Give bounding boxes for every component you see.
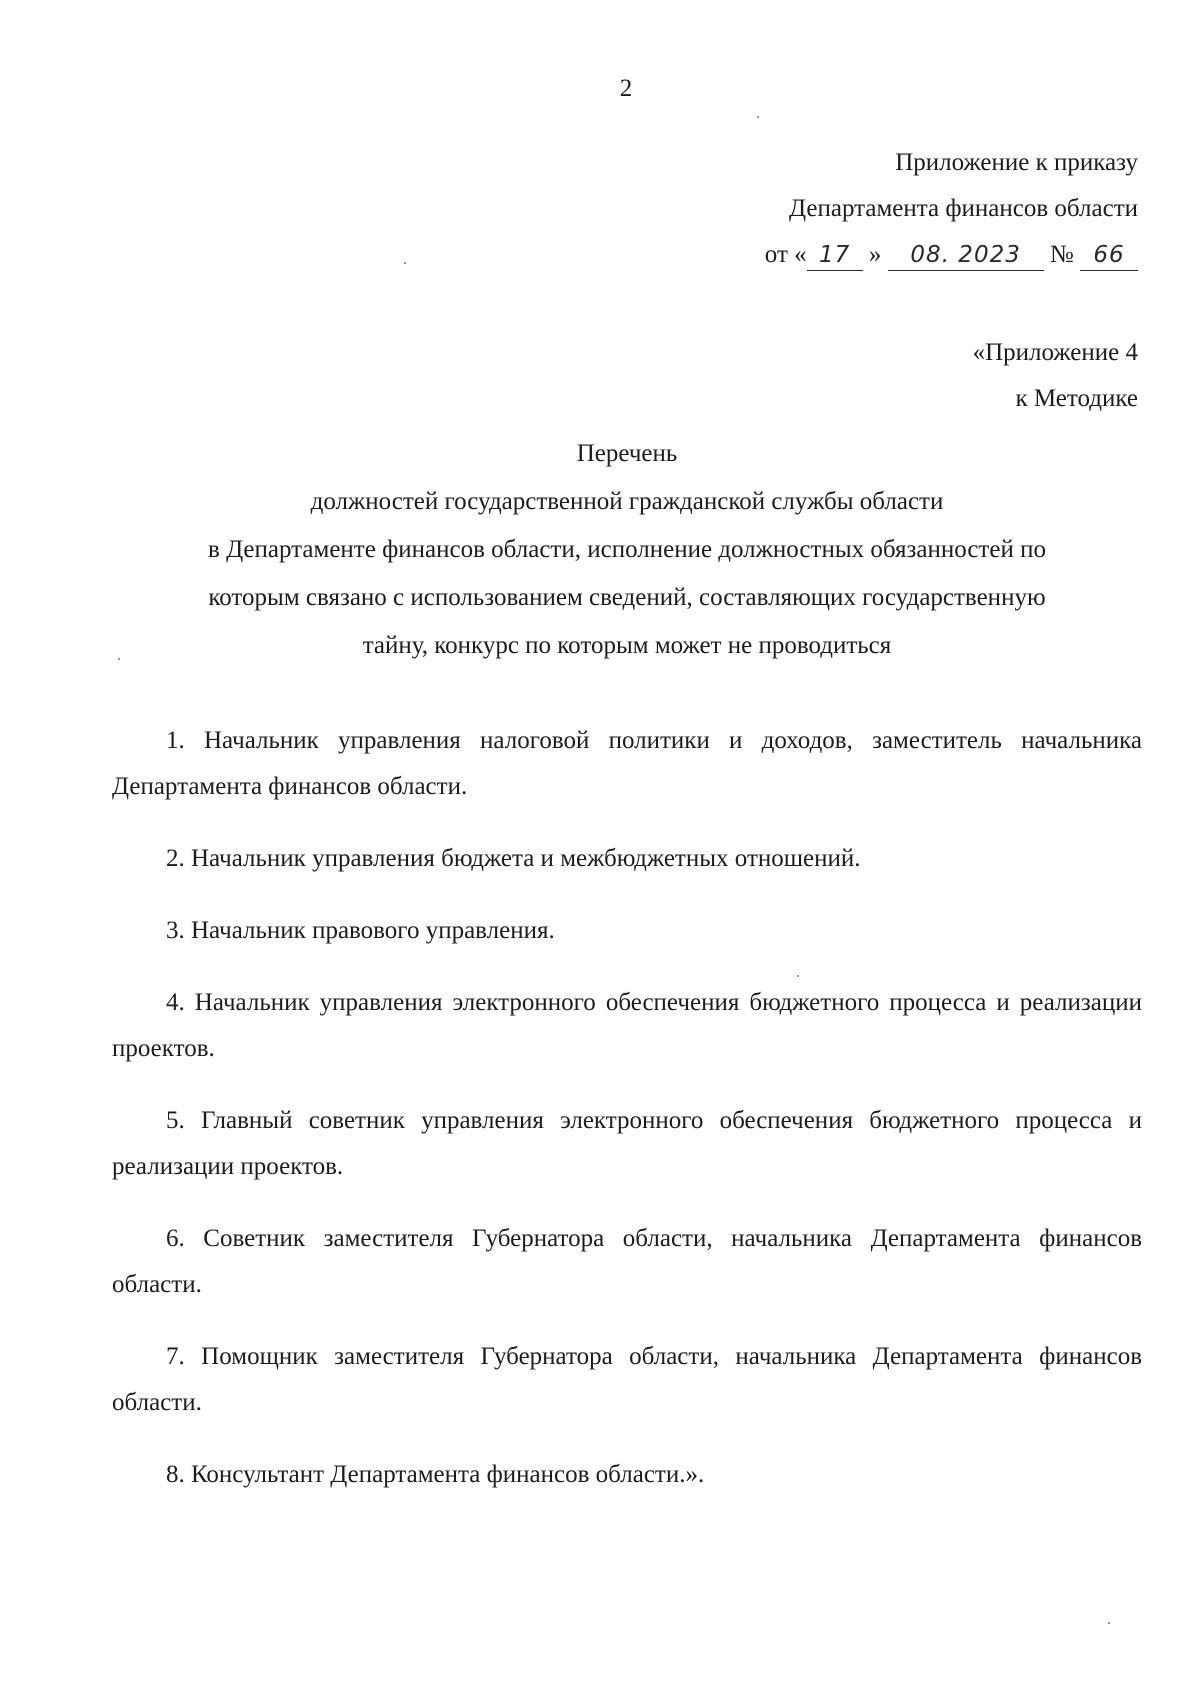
appendix-line-1: «Приложение 4 bbox=[972, 339, 1138, 366]
number-sign: № bbox=[1049, 241, 1074, 268]
handwritten-number: 66 bbox=[1080, 240, 1138, 271]
date-prefix: от « bbox=[764, 241, 807, 268]
scan-speck bbox=[118, 658, 120, 660]
list-item: 5. Главный советник управления электронного обеспечения бюджетного процесса и реализации проектов. bbox=[112, 1107, 1142, 1180]
list-item: 7. Помощник заместителя Губернатора области, начальника Департамента финансов области. bbox=[112, 1343, 1142, 1416]
title-line-1: должностей государственной гражданской службы области bbox=[310, 488, 944, 515]
list-item: 2. Начальник управления бюджета и межбюджетных отношений. bbox=[166, 845, 861, 872]
title-line-4: тайну, конкурс по которым может не проводиться bbox=[362, 632, 892, 659]
title-line-3: которым связано с использованием сведений, составляющих государственную bbox=[208, 584, 1046, 611]
handwritten-day: 17 bbox=[807, 240, 863, 271]
appendix-reference bbox=[738, 330, 1138, 422]
title-line-2: в Департаменте финансов области, исполнение должностных обязанностей по bbox=[208, 536, 1046, 563]
title-heading: Перечень bbox=[576, 440, 678, 467]
date-quote-close: » bbox=[868, 241, 882, 268]
list-item: 4. Начальник управления электронного обеспечения бюджетного процесса и реализации проектов. bbox=[112, 989, 1142, 1062]
approval-date-line bbox=[578, 232, 1138, 278]
document-title bbox=[112, 430, 1142, 670]
list-item: 1. Начальник управления налоговой политики и доходов, заместитель начальника Департамента финансов области. bbox=[112, 727, 1142, 800]
appendix-line-2: к Методике bbox=[1015, 385, 1138, 412]
positions-list bbox=[112, 718, 1142, 1498]
list-item: 6. Советник заместителя Губернатора области, начальника Департамента финансов области. bbox=[112, 1225, 1142, 1298]
scan-speck bbox=[1108, 1622, 1110, 1624]
page-number: 2 bbox=[619, 75, 633, 102]
list-item: 8. Консультант Департамента финансов области.». bbox=[166, 1461, 705, 1488]
handwritten-date: 08. 2023 bbox=[888, 240, 1044, 271]
scan-speck bbox=[757, 116, 759, 118]
approval-line-2: Департамента финансов области bbox=[789, 195, 1138, 222]
approval-block bbox=[578, 140, 1138, 278]
scan-speck bbox=[404, 262, 406, 264]
approval-line-1: Приложение к приказу bbox=[895, 149, 1138, 176]
list-item: 3. Начальник правового управления. bbox=[166, 917, 555, 944]
scan-speck bbox=[797, 975, 799, 977]
